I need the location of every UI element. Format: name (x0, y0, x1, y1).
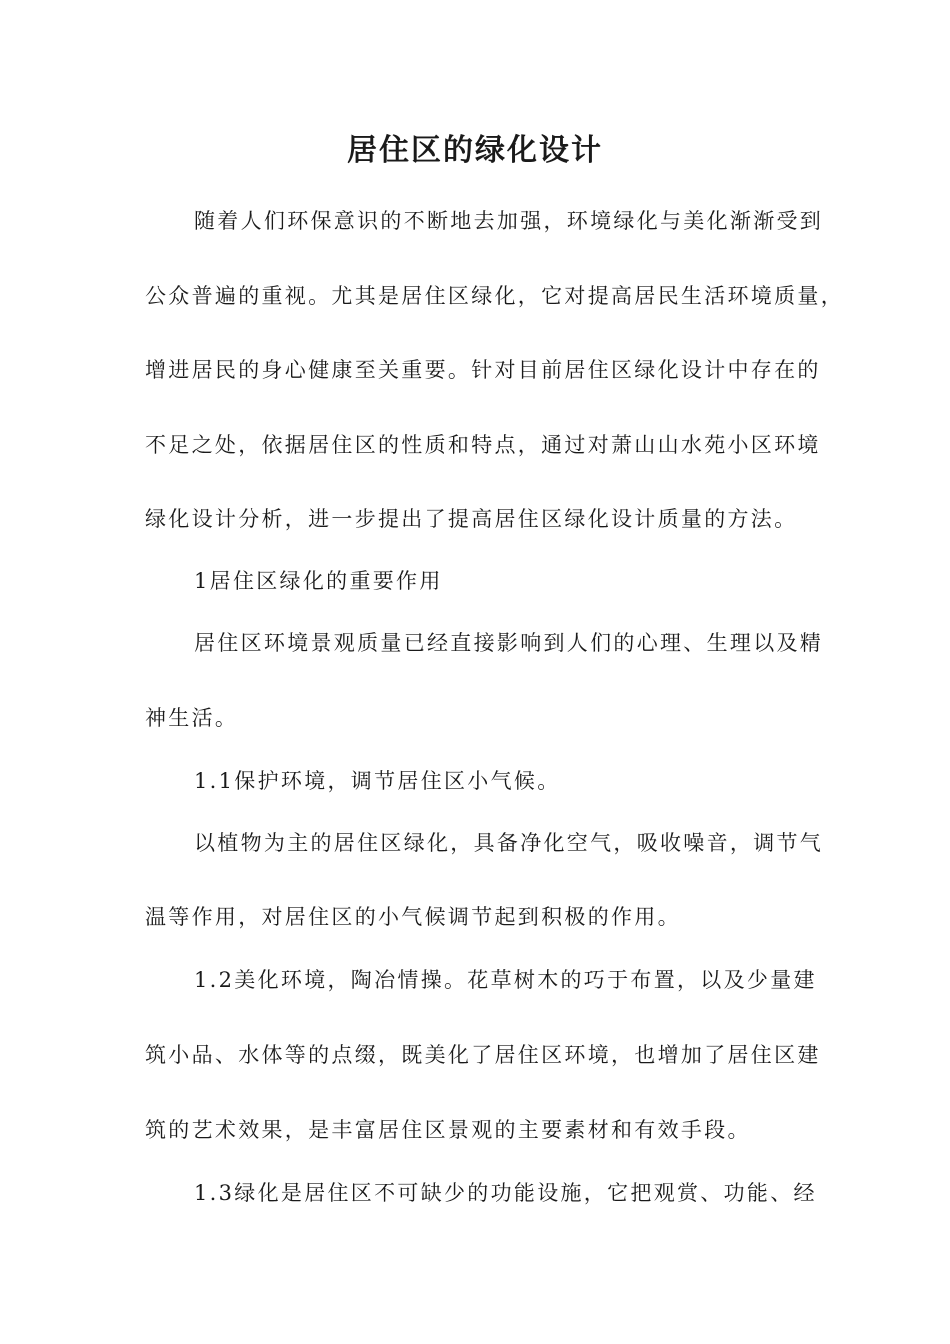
subsection-heading: 1.1保护环境，调节居住区小气候。 (194, 769, 561, 793)
paragraph-line: 筑小品、水体等的点缀，既美化了居住区环境，也增加了居住区建 (145, 1043, 821, 1067)
paragraph-line: 以植物为主的居住区绿化，具备净化空气，吸收噪音，调节气 (194, 831, 824, 855)
paragraph-line: 1.2美化环境，陶冶情操。花草树木的巧于布置，以及少量建 (194, 968, 817, 992)
paragraph-line: 筑的艺术效果，是丰富居住区景观的主要素材和有效手段。 (145, 1118, 751, 1142)
paragraph-line: 公众普遍的重视。尤其是居住区绿化，它对提高居民生活环境质量， (145, 284, 844, 308)
paragraph-line: 增进居民的身心健康至关重要。针对目前居住区绿化设计中存在的 (145, 358, 821, 382)
paragraph-line: 温等作用，对居住区的小气候调节起到积极的作用。 (145, 905, 681, 929)
document-title: 居住区的绿化设计 (347, 133, 603, 168)
section-heading: 1居住区绿化的重要作用 (194, 569, 443, 593)
paragraph-line: 随着人们环保意识的不断地去加强，环境绿化与美化渐渐受到 (194, 209, 824, 233)
paragraph-line: 1.3绿化是居住区不可缺少的功能设施，它把观赏、功能、经 (194, 1181, 817, 1205)
paragraph-line: 不足之处，依据居住区的性质和特点，通过对萧山山水苑小区环境 (145, 433, 821, 457)
paragraph-line: 居住区环境景观质量已经直接影响到人们的心理、生理以及精 (194, 631, 824, 655)
paragraph-line: 神生活。 (145, 706, 239, 730)
paragraph-line: 绿化设计分析，进一步提出了提高居住区绿化设计质量的方法。 (145, 507, 798, 531)
